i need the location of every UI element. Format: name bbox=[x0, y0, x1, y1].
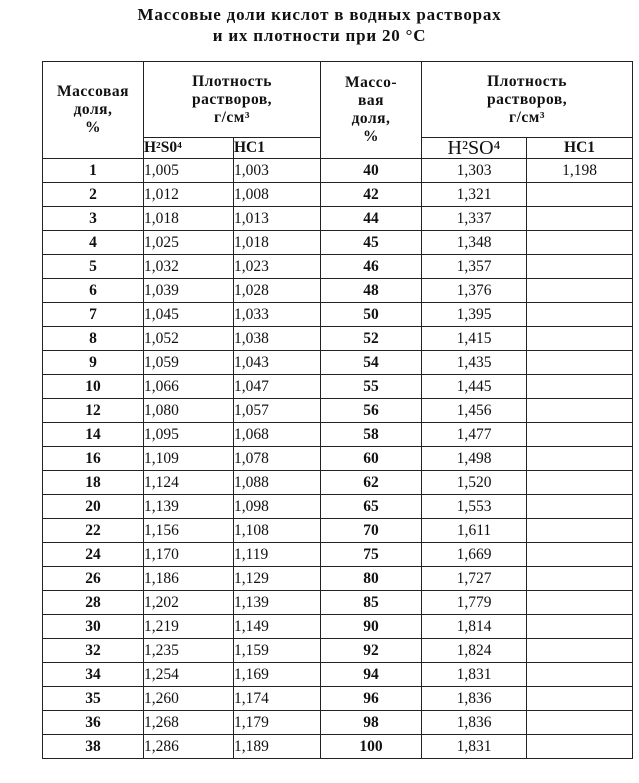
h2so4-density-right-cell: 1,669 bbox=[422, 543, 527, 567]
table-row bbox=[43, 375, 633, 399]
mass-fraction-right-cell: 50 bbox=[321, 303, 422, 327]
mass-fraction-left-cell: 9 bbox=[43, 351, 144, 375]
hcl-density-right-cell bbox=[527, 495, 633, 519]
hcl-density-right-cell bbox=[527, 591, 633, 615]
mass-fraction-right-cell: 85 bbox=[321, 591, 422, 615]
hcl-density-left-cell: 1,078 bbox=[234, 447, 321, 471]
mass-fraction-left-cell: 12 bbox=[43, 399, 144, 423]
hcl-density-left-cell: 1,179 bbox=[234, 711, 321, 735]
hcl-density-left-cell: 1,057 bbox=[234, 399, 321, 423]
hcl-density-right-cell bbox=[527, 327, 633, 351]
mass-fraction-left-cell: 30 bbox=[43, 615, 144, 639]
mass-fraction-right-cell: 40 bbox=[321, 159, 422, 183]
hcl-density-left-cell: 1,038 bbox=[234, 327, 321, 351]
mass-fraction-left-cell: 4 bbox=[43, 231, 144, 255]
mass-fraction-right-cell: 45 bbox=[321, 231, 422, 255]
table-row bbox=[43, 471, 633, 495]
table-row bbox=[43, 399, 633, 423]
mass-fraction-right-cell: 42 bbox=[321, 183, 422, 207]
hcl-density-left-cell: 1,003 bbox=[234, 159, 321, 183]
h2so4-density-left-cell: 1,005 bbox=[144, 159, 234, 183]
mass-fraction-right-cell: 56 bbox=[321, 399, 422, 423]
hcl-density-left-cell: 1,189 bbox=[234, 735, 321, 759]
mass-fraction-right-cell: 54 bbox=[321, 351, 422, 375]
h2so4-density-left-cell: 1,170 bbox=[144, 543, 234, 567]
hcl-density-left-cell: 1,129 bbox=[234, 567, 321, 591]
h2so4-density-right-cell: 1,727 bbox=[422, 567, 527, 591]
mass-fraction-right-cell: 46 bbox=[321, 255, 422, 279]
h2so4-density-left-cell: 1,095 bbox=[144, 423, 234, 447]
hcl-density-left-cell: 1,013 bbox=[234, 207, 321, 231]
mass-fraction-left-cell: 16 bbox=[43, 447, 144, 471]
table-row bbox=[43, 231, 633, 255]
h2so4-density-left-cell: 1,109 bbox=[144, 447, 234, 471]
h2so4-density-right-cell: 1,831 bbox=[422, 663, 527, 687]
title-line-1: Массовые доли кислот в водных растворах bbox=[137, 5, 502, 24]
hcl-density-left-cell: 1,119 bbox=[234, 543, 321, 567]
table-row bbox=[43, 351, 633, 375]
hcl-density-right-cell bbox=[527, 351, 633, 375]
h2so4-density-right-cell: 1,836 bbox=[422, 687, 527, 711]
hcl-density-right-cell bbox=[527, 375, 633, 399]
mass-fraction-left-cell: 8 bbox=[43, 327, 144, 351]
hcl-density-left-cell: 1,139 bbox=[234, 591, 321, 615]
table-row bbox=[43, 279, 633, 303]
h2so4-density-right-cell: 1,831 bbox=[422, 735, 527, 759]
mass-fraction-left-cell: 35 bbox=[43, 687, 144, 711]
h2so4-density-right-cell: 1,520 bbox=[422, 471, 527, 495]
mass-fraction-left-cell: 28 bbox=[43, 591, 144, 615]
h2so4-density-left-cell: 1,018 bbox=[144, 207, 234, 231]
table-row bbox=[43, 183, 633, 207]
h2so4-density-left-cell: 1,219 bbox=[144, 615, 234, 639]
hcl-density-left-cell: 1,023 bbox=[234, 255, 321, 279]
table-row bbox=[43, 567, 633, 591]
hcl-density-left-cell: 1,008 bbox=[234, 183, 321, 207]
density-table bbox=[42, 61, 633, 759]
h2so4-density-right-cell: 1,395 bbox=[422, 303, 527, 327]
table-row bbox=[43, 423, 633, 447]
h2so4-density-right-cell: 1,337 bbox=[422, 207, 527, 231]
hcl-density-right-cell bbox=[527, 207, 633, 231]
hcl-density-right-cell: 1,198 bbox=[527, 159, 633, 183]
table-row bbox=[43, 495, 633, 519]
hcl-density-right-cell bbox=[527, 399, 633, 423]
h2so4-density-left-cell: 1,235 bbox=[144, 639, 234, 663]
hcl-density-right-cell bbox=[527, 687, 633, 711]
hcl-density-right-cell bbox=[527, 543, 633, 567]
h2so4-density-right-cell: 1,303 bbox=[422, 159, 527, 183]
h2so4-density-right-cell: 1,321 bbox=[422, 183, 527, 207]
h2so4-density-right-cell: 1,357 bbox=[422, 255, 527, 279]
mass-fraction-left-cell: 22 bbox=[43, 519, 144, 543]
hcl-density-left-cell: 1,028 bbox=[234, 279, 321, 303]
table-row bbox=[43, 711, 633, 735]
h2so4-density-right-cell: 1,376 bbox=[422, 279, 527, 303]
hcl-density-left-cell: 1,098 bbox=[234, 495, 321, 519]
h2so4-density-right-cell: 1,445 bbox=[422, 375, 527, 399]
table-row bbox=[43, 255, 633, 279]
h2so4-density-left-cell: 1,254 bbox=[144, 663, 234, 687]
mass-fraction-right-cell: 94 bbox=[321, 663, 422, 687]
hcl-density-right-cell bbox=[527, 423, 633, 447]
h2so4-density-left-cell: 1,139 bbox=[144, 495, 234, 519]
table-row bbox=[43, 159, 633, 183]
mass-fraction-right-cell: 70 bbox=[321, 519, 422, 543]
hcl-density-right-cell bbox=[527, 519, 633, 543]
mass-fraction-left-cell: 7 bbox=[43, 303, 144, 327]
mass-fraction-right-cell: 96 bbox=[321, 687, 422, 711]
mass-fraction-right-cell: 60 bbox=[321, 447, 422, 471]
title-line-2: и их плотности при 20 °С bbox=[212, 26, 427, 45]
hcl-density-right-cell bbox=[527, 711, 633, 735]
mass-fraction-right-cell: 58 bbox=[321, 423, 422, 447]
hcl-density-left-cell: 1,149 bbox=[234, 615, 321, 639]
table-row bbox=[43, 543, 633, 567]
header-mass-fraction-left: Массовая доля, % bbox=[43, 62, 144, 159]
hcl-density-right-cell bbox=[527, 279, 633, 303]
hcl-density-right-cell bbox=[527, 255, 633, 279]
h2so4-density-right-cell: 1,348 bbox=[422, 231, 527, 255]
hcl-density-right-cell bbox=[527, 471, 633, 495]
hcl-density-right-cell bbox=[527, 231, 633, 255]
h2so4-density-right-cell: 1,435 bbox=[422, 351, 527, 375]
hcl-density-right-cell bbox=[527, 615, 633, 639]
hcl-density-right-cell bbox=[527, 735, 633, 759]
h2so4-density-left-cell: 1,052 bbox=[144, 327, 234, 351]
h2so4-density-right-cell: 1,836 bbox=[422, 711, 527, 735]
mass-fraction-right-cell: 98 bbox=[321, 711, 422, 735]
hcl-density-right-cell bbox=[527, 567, 633, 591]
h2so4-density-left-cell: 1,156 bbox=[144, 519, 234, 543]
header-h2so4-right: H²SO⁴ bbox=[422, 138, 527, 159]
h2so4-density-left-cell: 1,066 bbox=[144, 375, 234, 399]
hcl-density-left-cell: 1,033 bbox=[234, 303, 321, 327]
table-body bbox=[43, 159, 633, 759]
hcl-density-right-cell bbox=[527, 447, 633, 471]
hcl-density-left-cell: 1,068 bbox=[234, 423, 321, 447]
table-title bbox=[0, 4, 639, 46]
mass-fraction-right-cell: 92 bbox=[321, 639, 422, 663]
h2so4-density-left-cell: 1,012 bbox=[144, 183, 234, 207]
mass-fraction-left-cell: 10 bbox=[43, 375, 144, 399]
hcl-density-left-cell: 1,174 bbox=[234, 687, 321, 711]
mass-fraction-left-cell: 20 bbox=[43, 495, 144, 519]
mass-fraction-left-cell: 24 bbox=[43, 543, 144, 567]
h2so4-density-right-cell: 1,611 bbox=[422, 519, 527, 543]
table-row bbox=[43, 615, 633, 639]
h2so4-density-left-cell: 1,286 bbox=[144, 735, 234, 759]
mass-fraction-right-cell: 65 bbox=[321, 495, 422, 519]
mass-fraction-left-cell: 5 bbox=[43, 255, 144, 279]
h2so4-density-right-cell: 1,456 bbox=[422, 399, 527, 423]
h2so4-density-right-cell: 1,814 bbox=[422, 615, 527, 639]
h2so4-density-right-cell: 1,415 bbox=[422, 327, 527, 351]
table-row bbox=[43, 639, 633, 663]
h2so4-density-right-cell: 1,498 bbox=[422, 447, 527, 471]
mass-fraction-left-cell: 1 bbox=[43, 159, 144, 183]
mass-fraction-left-cell: 18 bbox=[43, 471, 144, 495]
table-row bbox=[43, 207, 633, 231]
h2so4-density-right-cell: 1,779 bbox=[422, 591, 527, 615]
header-density-left: Плотность растворов, г/см³ bbox=[144, 62, 321, 138]
h2so4-density-left-cell: 1,032 bbox=[144, 255, 234, 279]
table-row bbox=[43, 735, 633, 759]
table-row bbox=[43, 447, 633, 471]
table-row bbox=[43, 303, 633, 327]
h2so4-density-left-cell: 1,202 bbox=[144, 591, 234, 615]
h2so4-density-right-cell: 1,824 bbox=[422, 639, 527, 663]
h2so4-density-left-cell: 1,186 bbox=[144, 567, 234, 591]
h2so4-density-left-cell: 1,124 bbox=[144, 471, 234, 495]
hcl-density-right-cell bbox=[527, 663, 633, 687]
hcl-density-left-cell: 1,047 bbox=[234, 375, 321, 399]
mass-fraction-right-cell: 44 bbox=[321, 207, 422, 231]
h2so4-density-left-cell: 1,059 bbox=[144, 351, 234, 375]
mass-fraction-left-cell: 34 bbox=[43, 663, 144, 687]
table-row bbox=[43, 519, 633, 543]
header-h2so4-left: H²S0⁴ bbox=[144, 138, 234, 159]
mass-fraction-left-cell: 32 bbox=[43, 639, 144, 663]
hcl-density-right-cell bbox=[527, 639, 633, 663]
hcl-density-left-cell: 1,159 bbox=[234, 639, 321, 663]
table-row bbox=[43, 591, 633, 615]
hcl-density-right-cell bbox=[527, 183, 633, 207]
hcl-density-right-cell bbox=[527, 303, 633, 327]
hcl-density-left-cell: 1,108 bbox=[234, 519, 321, 543]
h2so4-density-left-cell: 1,039 bbox=[144, 279, 234, 303]
table-row bbox=[43, 327, 633, 351]
mass-fraction-right-cell: 62 bbox=[321, 471, 422, 495]
mass-fraction-right-cell: 55 bbox=[321, 375, 422, 399]
mass-fraction-right-cell: 100 bbox=[321, 735, 422, 759]
mass-fraction-right-cell: 80 bbox=[321, 567, 422, 591]
mass-fraction-left-cell: 38 bbox=[43, 735, 144, 759]
header-density-right: Плотность растворов, г/см³ bbox=[422, 62, 633, 138]
h2so4-density-left-cell: 1,260 bbox=[144, 687, 234, 711]
hcl-density-left-cell: 1,169 bbox=[234, 663, 321, 687]
h2so4-density-right-cell: 1,553 bbox=[422, 495, 527, 519]
mass-fraction-left-cell: 3 bbox=[43, 207, 144, 231]
mass-fraction-left-cell: 2 bbox=[43, 183, 144, 207]
h2so4-density-left-cell: 1,025 bbox=[144, 231, 234, 255]
h2so4-density-right-cell: 1,477 bbox=[422, 423, 527, 447]
h2so4-density-left-cell: 1,080 bbox=[144, 399, 234, 423]
mass-fraction-right-cell: 48 bbox=[321, 279, 422, 303]
hcl-density-left-cell: 1,018 bbox=[234, 231, 321, 255]
table-row bbox=[43, 687, 633, 711]
mass-fraction-left-cell: 26 bbox=[43, 567, 144, 591]
mass-fraction-left-cell: 14 bbox=[43, 423, 144, 447]
mass-fraction-right-cell: 75 bbox=[321, 543, 422, 567]
table-header bbox=[43, 62, 633, 159]
mass-fraction-right-cell: 90 bbox=[321, 615, 422, 639]
h2so4-density-left-cell: 1,268 bbox=[144, 711, 234, 735]
header-mass-fraction-right: Массо- вая доля, % bbox=[321, 62, 422, 159]
hcl-density-left-cell: 1,088 bbox=[234, 471, 321, 495]
h2so4-density-left-cell: 1,045 bbox=[144, 303, 234, 327]
mass-fraction-left-cell: 6 bbox=[43, 279, 144, 303]
table-row bbox=[43, 663, 633, 687]
mass-fraction-right-cell: 52 bbox=[321, 327, 422, 351]
header-hcl-left: НС1 bbox=[234, 138, 321, 159]
header-hcl-right: НС1 bbox=[527, 138, 633, 159]
hcl-density-left-cell: 1,043 bbox=[234, 351, 321, 375]
mass-fraction-left-cell: 36 bbox=[43, 711, 144, 735]
